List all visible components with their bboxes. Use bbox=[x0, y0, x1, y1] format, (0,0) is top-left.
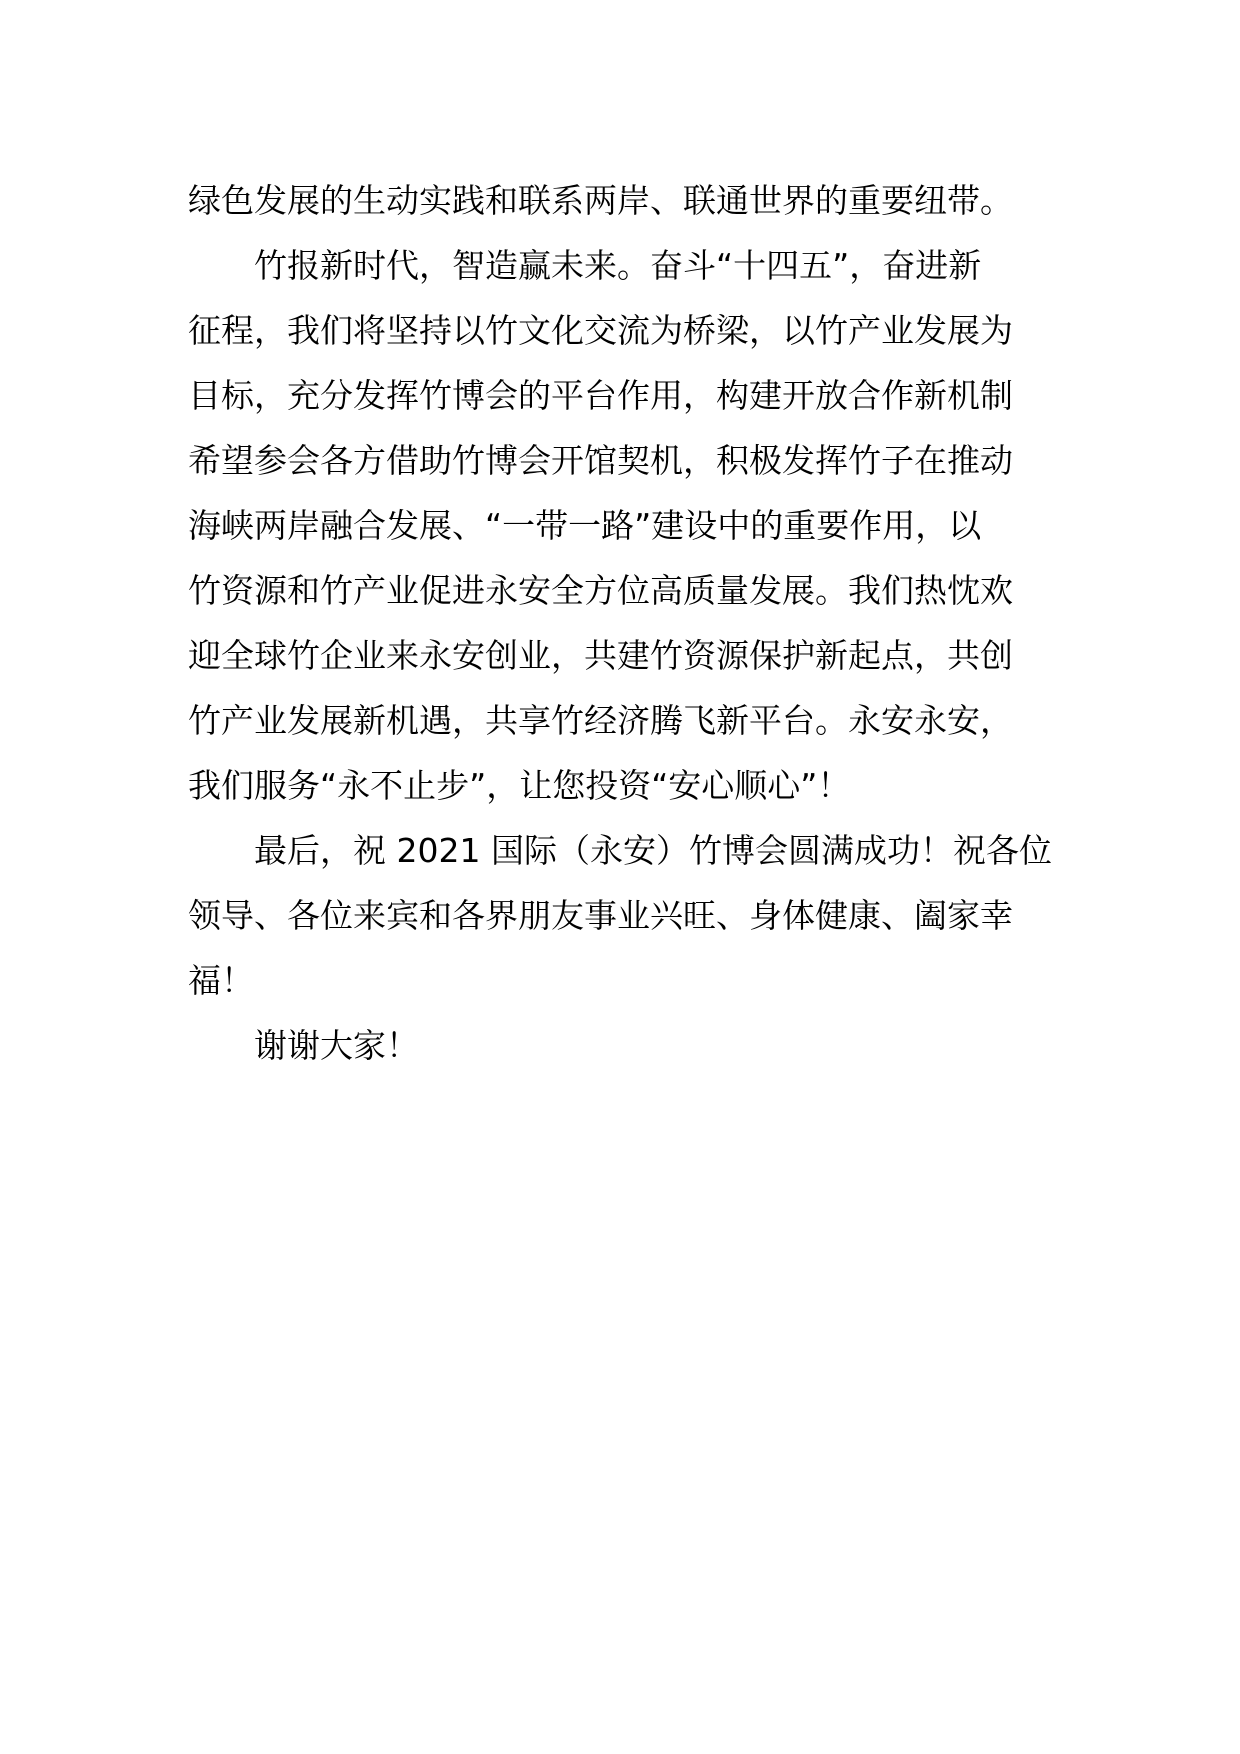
text-line: 谢谢大家！ bbox=[254, 1026, 419, 1065]
text-line: 希望参会各方借助竹博会开馆契机，积极发挥竹子在推动 bbox=[188, 441, 1013, 480]
text-line: 迎全球竹企业来永安创业，共建竹资源保护新起点，共创 bbox=[188, 636, 1013, 675]
text-line: 竹资源和竹产业促进永安全方位高质量发展。我们热忱欢 bbox=[188, 571, 1013, 610]
text-line: 最后，祝 2021 国际（永安）竹博会圆满成功！祝各位 bbox=[254, 831, 1052, 870]
text-line: 竹报新时代，智造赢未来。奋斗“十四五”，奋进新 bbox=[254, 246, 982, 285]
text-line: 竹产业发展新机遇，共享竹经济腾飞新平台。永安永安， bbox=[188, 701, 1013, 740]
text-line: 征程，我们将坚持以竹文化交流为桥梁，以竹产业发展为 bbox=[188, 311, 1013, 350]
text-line: 海峡两岸融合发展、“一带一路”建设中的重要作用，以 bbox=[188, 506, 982, 545]
text-line: 我们服务“永不止步”，让您投资“安心顺心”！ bbox=[188, 766, 851, 805]
text-line: 绿色发展的生动实践和联系两岸、联通世界的重要纽带。 bbox=[188, 181, 1013, 220]
text-line: 领导、各位来宾和各界朋友事业兴旺、身体健康、阖家幸 bbox=[188, 896, 1013, 935]
body-text bbox=[188, 168, 1058, 1078]
text-line: 目标，充分发挥竹博会的平台作用，构建开放合作新机制 bbox=[188, 376, 1013, 415]
text-line: 福！ bbox=[188, 961, 254, 1000]
